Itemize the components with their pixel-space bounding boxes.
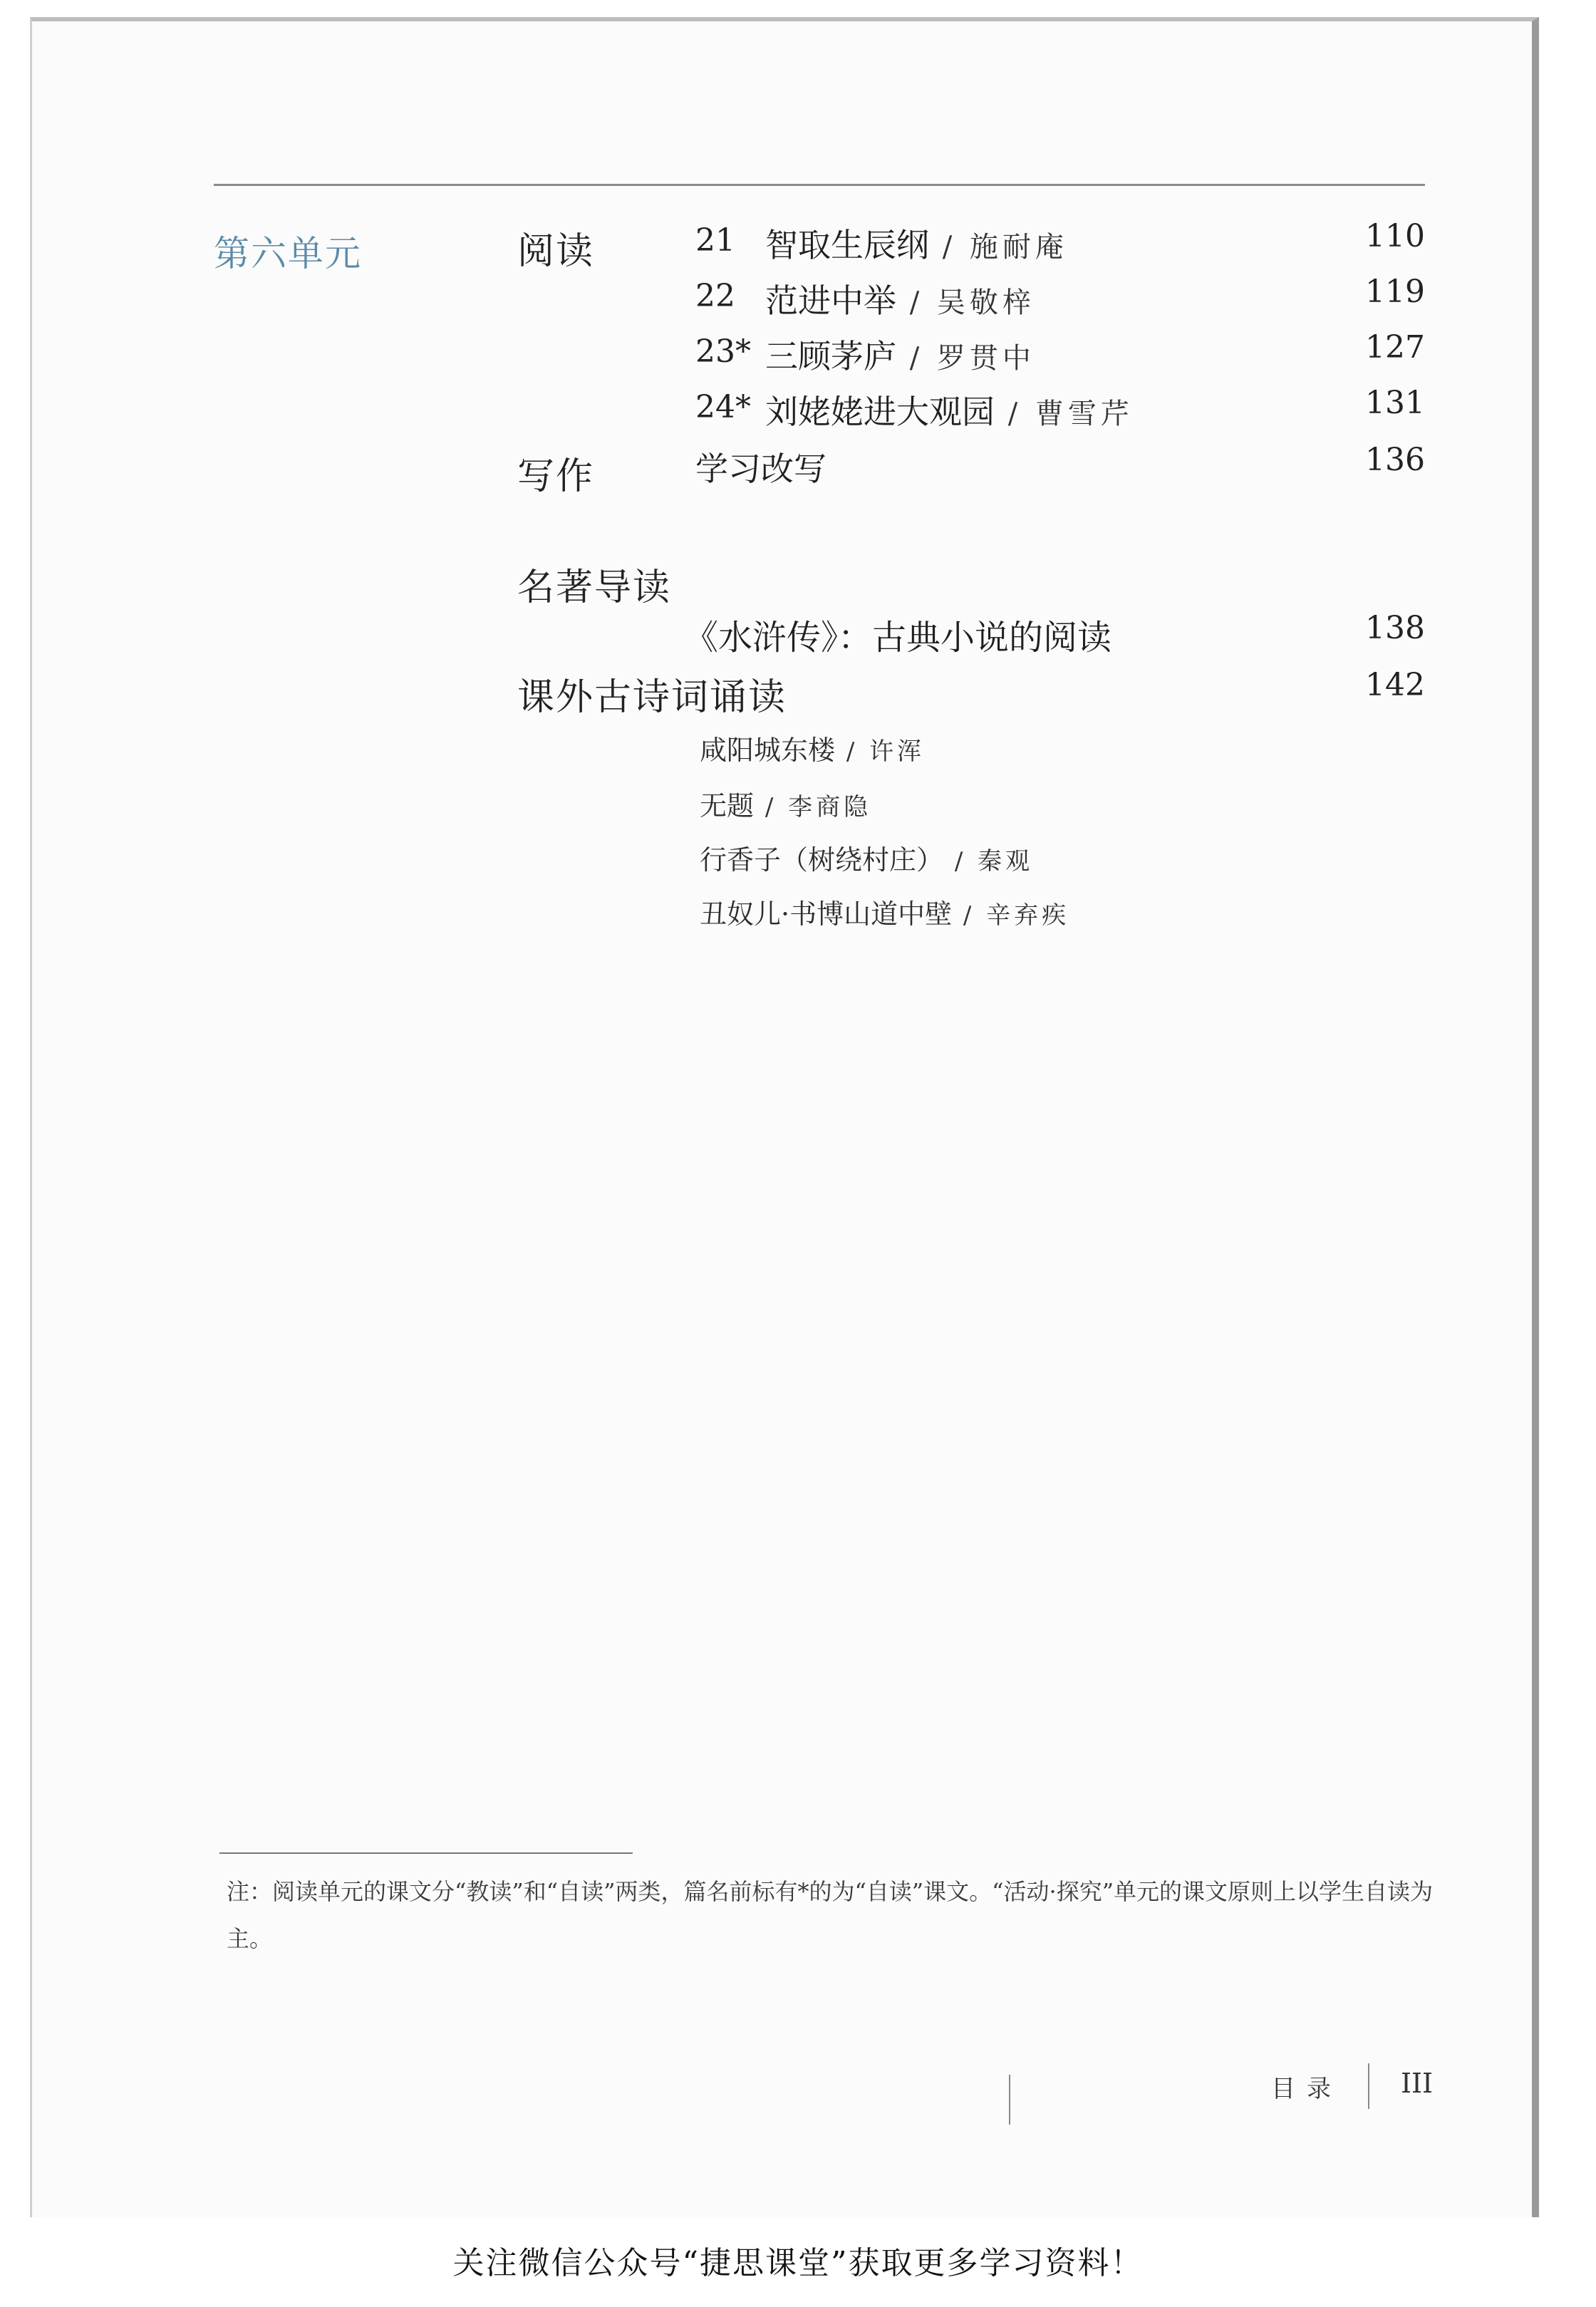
poem-title: 咸阳城东楼 [700,735,836,766]
separator: / [943,847,978,876]
section-reading: 阅读 [517,230,595,273]
lesson-author: 施耐庵 [969,231,1068,264]
section-writing: 写作 [517,455,595,498]
separator: / [952,901,987,930]
lesson-title-line [765,219,1068,266]
poem-title: 无题 [700,790,755,821]
section-poetry: 课外古诗词诵读 [517,676,787,719]
lesson-title-line [765,386,1134,433]
page-number: 119 [1365,274,1425,310]
footnote-rule [219,1852,633,1854]
separator: / [754,793,789,821]
writing-title: 学习改写 [695,450,826,488]
page-number: 142 [1365,667,1425,703]
poem-title: 行香子（树绕村庄） [700,844,944,876]
poem-author: 李商隐 [788,793,872,821]
lesson-number: 23* [695,333,751,370]
lesson-author: 罗贯中 [936,342,1035,375]
footnote: 注：阅读单元的课文分“教读”和“自读”两类，篇名前标有*的为“自读”课文。“活动·探究”单元的课文原则上以学生自读为主。 [227,1878,1434,1952]
poem-item [700,838,1033,877]
promo-banner: 关注微信公众号“捷思课堂”获取更多学习资料！ [452,2245,1144,2281]
page-number: 136 [1365,442,1425,478]
page-number: 110 [1365,218,1425,254]
lesson-author: 曹雪芹 [1035,398,1134,430]
lesson-title: 三顾茅庐 [765,337,896,375]
page-number: 138 [1365,610,1425,646]
poem-item [700,784,871,823]
lesson-title: 智取生辰纲 [765,226,929,264]
poem-item [700,892,1069,931]
lesson-number: 22 [695,278,735,314]
header-rule [214,184,1425,186]
lesson-number: 24* [695,389,751,425]
unit-label: 第六单元 [214,233,362,274]
lesson-title-line [765,331,1035,378]
poem-author: 秦观 [978,847,1034,876]
section-classics: 名著导读 [517,566,672,609]
separator: / [835,737,870,766]
lesson-title: 范进中举 [765,281,896,320]
footer-page-number: III [1401,2068,1434,2099]
lesson-number: 21 [695,222,735,259]
lesson-author: 吴敬梓 [936,286,1035,319]
page-number: 127 [1365,329,1425,366]
footer-divider [1009,2075,1010,2125]
separator: / [896,286,937,319]
separator: / [929,231,970,264]
lesson-title-line [765,275,1035,322]
poem-author: 辛弃疾 [986,901,1070,930]
footer-divider [1368,2063,1369,2109]
page-number: 131 [1365,385,1425,421]
lesson-title: 刘姥姥进大观园 [765,393,995,431]
poem-item [700,728,925,767]
poem-author: 许浑 [869,737,926,766]
classics-title: 《水浒传》：古典小说的阅读 [684,618,1112,658]
poem-title: 丑奴儿·书博山道中壁 [700,898,953,930]
separator: / [896,342,937,375]
footer-label: 目录 [1271,2075,1342,2103]
separator: / [995,398,1035,430]
